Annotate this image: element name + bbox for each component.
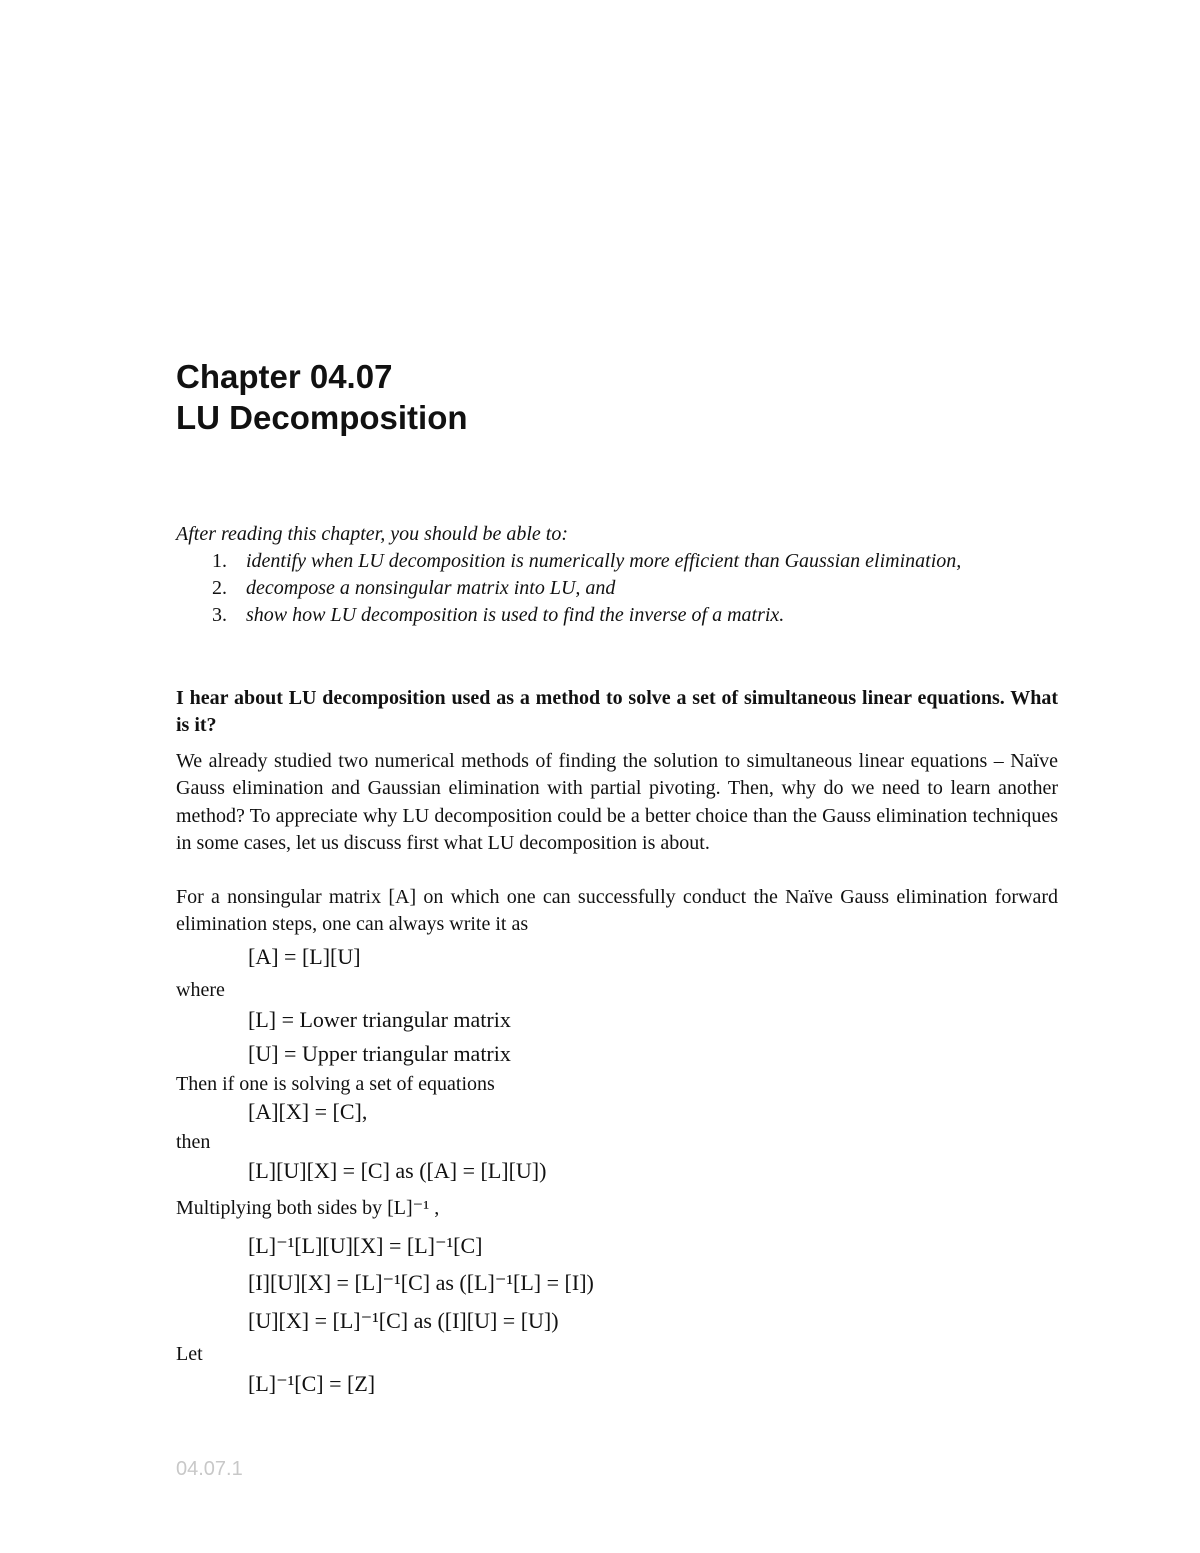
let-label: Let [176, 1343, 203, 1365]
equation-step-3: [U][X] = [L]⁻¹[C] as ([I][U] = [U]) [248, 1308, 559, 1333]
objective-item [176, 602, 1058, 629]
objective-item [176, 575, 1058, 602]
equation-step-2: [I][U][X] = [L]⁻¹[C] as ([L]⁻¹[L] = [I]) [248, 1270, 594, 1295]
chapter-heading [176, 356, 468, 438]
body-paragraph-1: We already studied two numerical methods of finding the solution to simultaneous linear equations – Naïve Gauss elimination and Gaussian elimination with partial pivoting. Then, why do we need to learn another method? To appreciate why LU decomposition could be a better choice than the Gauss elimination techniques in some cases, let us discuss first what LU decomposition is about. [176, 750, 1058, 855]
page-number: 04.07.1 [176, 1458, 243, 1480]
section-question: I hear about LU decomposition used as a method to solve a set of simultaneous linear equations. What is it? [176, 687, 1058, 736]
where-label: where [176, 979, 225, 1001]
body-paragraph-2: For a nonsingular matrix [A] on which one can successfully conduct the Naïve Gauss elimination forward elimination steps, one can always write it as [176, 886, 1058, 936]
definition-upper: [U] = Upper triangular matrix [248, 1041, 511, 1066]
equation-step-1: [L]⁻¹[L][U][X] = [L]⁻¹[C] [248, 1233, 483, 1258]
then-solving-label: Then if one is solving a set of equations [176, 1073, 495, 1095]
objective-number: 2. [212, 577, 227, 599]
equation-let: [L]⁻¹[C] = [Z] [248, 1371, 376, 1396]
equation-substituted: [L][U][X] = [C] as ([A] = [L][U]) [248, 1158, 547, 1183]
then-label: then [176, 1131, 211, 1153]
multiply-label: Multiplying both sides by [L]⁻¹ , [176, 1197, 440, 1219]
equation-system: [A][X] = [C], [248, 1099, 368, 1124]
objective-text: decompose a nonsingular matrix into LU, and [246, 577, 616, 599]
equation-decomposition: [A] = [L][U] [248, 944, 361, 969]
objective-number: 3. [212, 604, 227, 626]
objective-text: show how LU decomposition is used to find the inverse of a matrix. [246, 604, 785, 626]
objective-number: 1. [212, 550, 227, 572]
objectives-list [176, 548, 1058, 629]
chapter-number: Chapter 04.07 [176, 358, 393, 395]
objectives-intro: After reading this chapter, you should be able to: [176, 523, 568, 545]
objective-text: identify when LU decomposition is numerically more efficient than Gaussian elimination, [246, 550, 962, 572]
objective-item [176, 548, 1058, 575]
chapter-title: LU Decomposition [176, 399, 468, 436]
definition-lower: [L] = Lower triangular matrix [248, 1007, 511, 1032]
